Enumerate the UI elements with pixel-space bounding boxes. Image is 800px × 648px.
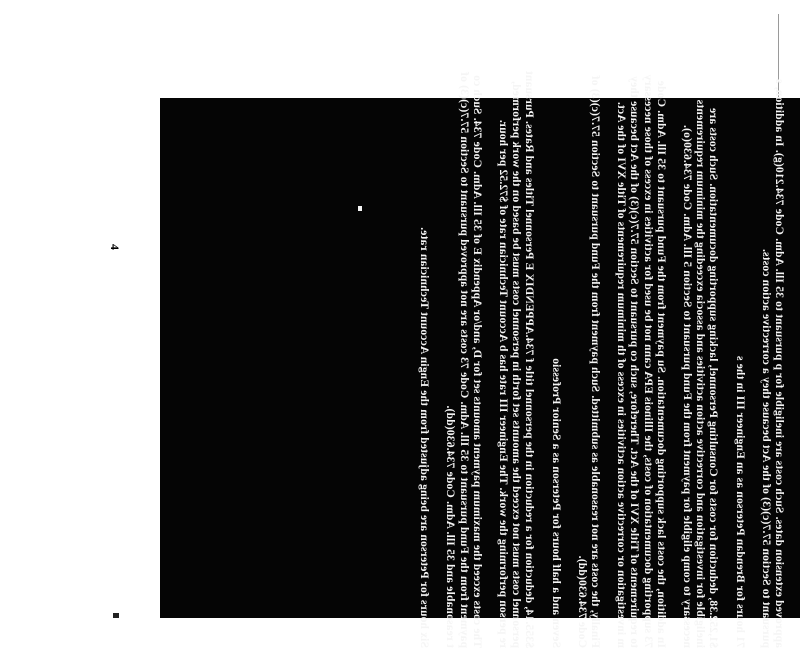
paragraph-consulting-deduction: $1,252.38, deduction for costs for Consulting Personnel, lacking supporting documentation. Such costs are ineligible for investigation and corrective action activities and associa exceeding the minimum requirements necessary to comp eligible for payment from the Fund pursuant to Section 5 Ill. Adm. Code 734.630(o). (680, 96, 720, 648)
paragraph-seven-half-hours: Seven and a half hours for Peterson as a Senior Professio (549, 358, 562, 648)
rotated-body-text (175, 68, 785, 648)
scan-mark (358, 206, 362, 211)
paragraph-supporting-documentation: In addition, the costs lack supporting documentation. Su payment from the Fund pursuant to 35 Ill. Adm. Code 73 supporting documentation of costs, the Illinois EPA cann not be used for activities in excess of those necessary to requirements of Title XVI of the Act. Therefore, such co pursuant to Section 57.7(c)(3) of the Act because they m investigation or corrective action activities in excess of th minimum requirements of Title XVI of the Act. (615, 71, 667, 648)
scan-mark-bottom (113, 613, 119, 618)
page-number: 4 (108, 244, 122, 250)
inverted-text-block (160, 67, 800, 648)
paragraph-approved-extension: approved extension dates. Such costs are ineligible for p pursuant to 35 Ill. Adm. Code 734.210(g). In addition, s pursuant to Section 57.7(c)(3) of the Act because they a corrective action costs. (759, 75, 785, 648)
paragraph-six-hours: Six hours for Peterson are being adjusted from the Engin Account Technician rate. (418, 227, 431, 648)
paragraph-not-reasonable: Finally, the costs are not reasonable as submitted. Such payment from the Fund pursuant to Section 57.7(c)(3) of Code 734.630(dd). (575, 72, 601, 648)
paragraph-title-reduction: $355.14, deduction for a reduction in the personnel title f 734.APPENDIX E Personnel Titles and Rates. Pursuant personnel costs must not exceed the amounts set forth in personnel costs must be based on the work performed, re person performing the work. The Engineer III rate has b Account Technician rate of $72.52 per hour. (496, 67, 536, 648)
paragraph-71-hours: 71 hours for Brendan Peterson as an Engineer III in the s (733, 355, 746, 648)
paragraph-maximum-payment: The costs exceed the maximum payment amounts set for D, and/or Appendix E of 35 Ill. Adm. Code 734. Such co payment from the Fund pursuant to 35 Ill. Adm. Code 73 costs are not approved pursuant to Section 57.7(c)(3) of t reasonable and 35 Ill. Adm. Code 734.630(dd). (444, 68, 483, 648)
